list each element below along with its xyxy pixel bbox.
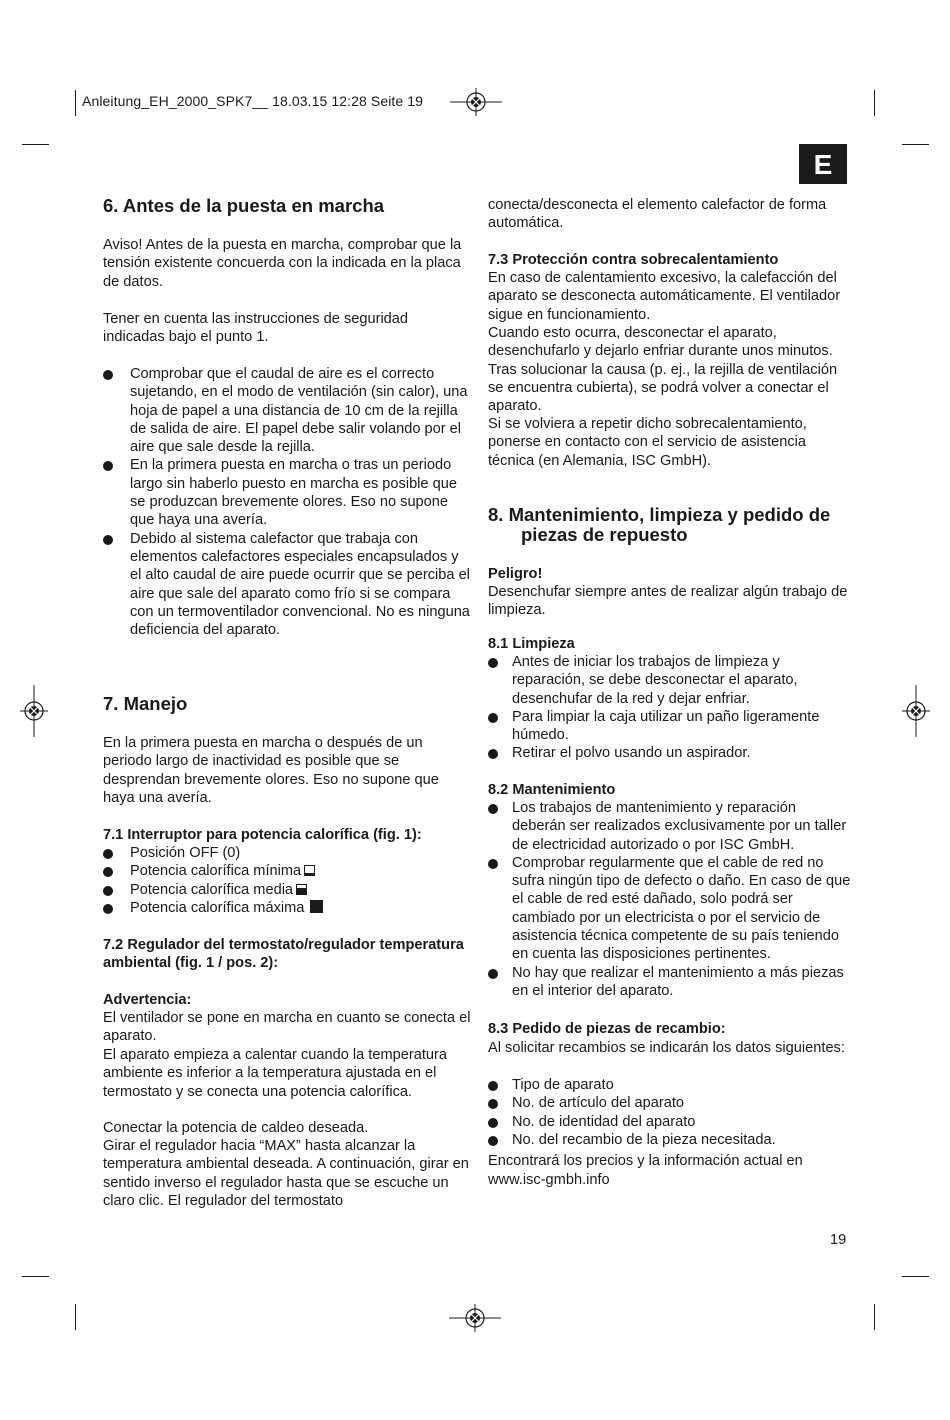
turn-regulator-text: Girar el regulador hacia “MAX” hasta alcanzar la temperatura ambiental deseada. A continuación, girar en sentido inverso el regulador hasta que se escuche un claro clic. El regulador del termostato [103, 1138, 469, 1209]
crop-mark [902, 1276, 929, 1277]
registration-mark-icon [449, 1304, 501, 1332]
warning-text-2: El aparato empieza a calentar cuando la temperatura ambiente es inferior a la temperatura ajustada en el termostato y se conecta una potencia calorífica. [103, 1047, 447, 1100]
section-8-title-line-1: 8. Mantenimiento, limpieza y pedido de [488, 504, 831, 525]
section-6-notice: Aviso! Antes de la puesta en marcha, comprobar que la tensión existente concuerda con la indicada en la placa de datos. [103, 237, 462, 290]
section-7-3-title: 7.3 Protección contra sobrecalentamiento [488, 252, 779, 268]
section-6-title: 6. Antes de la puesta en marcha [103, 195, 385, 216]
list-item [103, 862, 471, 880]
registration-mark-icon [450, 88, 502, 116]
list-item: Tipo de aparato [488, 1076, 853, 1094]
overheat-text-1: En caso de calentamiento excesivo, la calefacción del aparato se desconecta automáticamente. El ventilador sigue en funcionamiento. [488, 270, 841, 323]
heat-mid-icon [296, 884, 307, 895]
connect-power-text: Conectar la potencia de caldeo deseada. [103, 1120, 369, 1136]
section-7-1-title: 7.1 Interruptor para potencia calorífica (fig. 1): [103, 827, 422, 843]
list-item [103, 881, 471, 899]
list-item: Comprobar regularmente que el cable de red no sufra ningún tipo de defecto o daño. En caso de que el cable de red esté dañado, solo podrá ser cambiado por un electricista o por el servicio de asistencia técnica competente de su país teniendo en cuenta las disposiciones pertinentes. [488, 854, 853, 964]
section-7-2-title: 7.2 Regulador del termostato/regulador temperatura ambiental (fig. 1 / pos. 2): [103, 937, 464, 972]
list-item [103, 899, 471, 917]
heat-min-icon [304, 865, 315, 876]
crop-mark [22, 144, 49, 145]
list-item: No. de identidad del aparato [488, 1113, 853, 1131]
section-8-1-title: 8.1 Limpieza [488, 636, 575, 652]
crop-mark [874, 1304, 875, 1330]
overheat-text-3: Si se volviera a repetir dicho sobrecalentamiento, ponerse en contacto con el servicio de asistencia técnica (en Alemania, ISC GmbH). [488, 416, 807, 469]
language-tab: E [799, 144, 847, 184]
list-item: Antes de iniciar los trabajos de limpieza y reparación, se debe desconectar el aparato, desenchufar de la red y dejar enfriar. [488, 653, 853, 708]
danger-title: Peligro! [488, 566, 543, 582]
spare-parts-intro: Al solicitar recambios se indicarán los datos siguientes: [488, 1040, 845, 1056]
switch-mid-label: Potencia calorífica media [130, 881, 294, 898]
section-8-3-title: 8.3 Pedido de piezas de recambio: [488, 1021, 726, 1037]
list-item: Retirar el polvo usando un aspirador. [488, 744, 853, 762]
switch-min-label: Potencia calorífica mínima [130, 863, 302, 880]
crop-mark [75, 1304, 76, 1330]
spare-parts-list [488, 1076, 853, 1149]
page-number: 19 [830, 1232, 847, 1248]
registration-mark-icon [902, 685, 930, 737]
crop-mark [874, 90, 875, 116]
list-item: No. del recambio de la pieza necesitada. [488, 1131, 853, 1149]
section-8-title [488, 505, 853, 545]
section-6-safety-note: Tener en cuenta las instrucciones de seguridad indicadas bajo el punto 1. [103, 311, 409, 346]
heat-max-icon [310, 900, 323, 913]
list-item: Los trabajos de mantenimiento y reparación deberán ser realizados exclusivamente por un taller de electricidad autorizado o por ISC GmbH. [488, 799, 853, 854]
switch-positions-list [103, 844, 471, 917]
maintenance-list [488, 799, 853, 1000]
website-link[interactable]: www.isc-gmbh.info [488, 1172, 610, 1188]
overheat-text-2: Cuando esto ocurra, desconectar el aparato, desenchufarlo y dejarlo enfriar durante unos minutos. Tras solucionar la causa (p. ej., la rejilla de ventilación se encuentra cubierta), se podrá volver a conectar el aparato. [488, 325, 838, 415]
section-8-2-title: 8.2 Mantenimiento [488, 782, 616, 798]
switch-max-label: Potencia calorífica máxima [130, 899, 305, 916]
continued-text: conecta/desconecta el elemento calefactor de forma automática. [488, 197, 827, 232]
list-item: En la primera puesta en marcha o tras un periodo largo sin haberlo puesto en marcha es posible que se produzcan brevemente olores. Eso no supone que haya una avería. [103, 456, 471, 529]
section-8-title-line-2: piezas de repuesto [521, 524, 688, 545]
list-item: No. de artículo del aparato [488, 1094, 853, 1112]
list-item: Debido al sistema calefactor que trabaja con elementos calefactores especiales encapsulados y el alto caudal de aire puede ocurrir que se perciba el aire que sale del aparato como frío si se compara con un termoventilador convencional. No es ninguna deficiencia del aparato. [103, 530, 471, 640]
list-item: No hay que realizar el mantenimiento a más piezas en el interior del aparato. [488, 964, 853, 1001]
list-item: Comprobar que el caudal de aire es el correcto sujetando, en el modo de ventilación (sin calor), una hoja de papel a una distancia de 10 cm de la rejilla de salida de aire. El papel debe salir volando por el aire que sale desde la rejilla. [103, 365, 471, 456]
switch-off-label: Posición OFF (0) [130, 845, 241, 861]
prices-info-text: Encontrará los precios y la información actual en [488, 1153, 803, 1169]
print-slug: Anleitung_EH_2000_SPK7__ 18.03.15 12:28 Seite 19 [82, 93, 424, 109]
crop-mark [22, 1276, 49, 1277]
warning-text-1: El ventilador se pone en marcha en cuanto se conecta el aparato. [103, 1010, 471, 1045]
cleaning-list [488, 653, 853, 763]
danger-text: Desenchufar siempre antes de realizar algún trabajo de limpieza. [488, 584, 848, 619]
crop-mark [902, 144, 929, 145]
list-item [103, 844, 471, 862]
registration-mark-icon [20, 685, 48, 737]
crop-mark [75, 90, 76, 116]
list-item: Para limpiar la caja utilizar un paño ligeramente húmedo. [488, 708, 853, 745]
section-7-intro: En la primera puesta en marcha o después de un periodo largo de inactividad es posible que se desprendan brevemente olores. Eso no supone que haya una avería. [103, 735, 439, 806]
section-7-title: 7. Manejo [103, 693, 188, 714]
warning-title: Advertencia: [103, 992, 192, 1008]
section-6-list [103, 365, 471, 639]
